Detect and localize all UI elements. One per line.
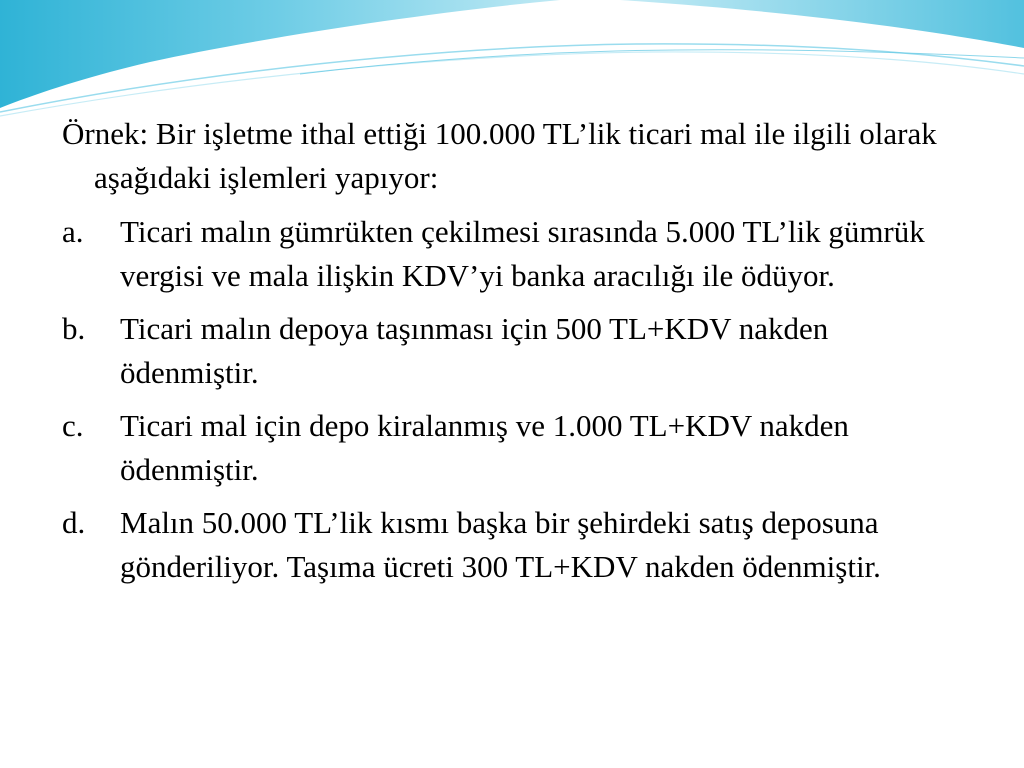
list-item-d [62,501,962,589]
intro-text: Örnek: Bir işletme ithal ettiği 100.000 TL’lik ticari mal ile ilgili olarak aşağıdaki işlemleri yapıyor: [62,116,937,195]
list-item-text: Ticari malın gümrükten çekilmesi sırasında 5.000 TL’lik gümrük vergisi ve mala ilişkin KDV’yi banka aracılığı ile ödüyor. [120,214,925,293]
list-marker: d. [62,505,86,540]
list-marker: a. [62,214,84,249]
list-item-text: Ticari malın depoya taşınması için 500 TL+KDV nakden ödenmiştir. [120,311,829,390]
list-marker: c. [62,408,84,443]
header-wave-decoration [0,0,1024,120]
list-item-b [62,307,962,395]
list-marker: b. [62,311,86,346]
slide-body [62,112,962,598]
list-item-text: Malın 50.000 TL’lik kısmı başka bir şehirdeki satış deposuna gönderiliyor. Taşıma ücreti 300 TL+KDV nakden ödenmiştir. [120,505,881,584]
list-item-text: Ticari mal için depo kiralanmış ve 1.000 TL+KDV nakden ödenmiştir. [120,408,849,487]
list-item-c [62,404,962,492]
list-item-a [62,210,962,298]
